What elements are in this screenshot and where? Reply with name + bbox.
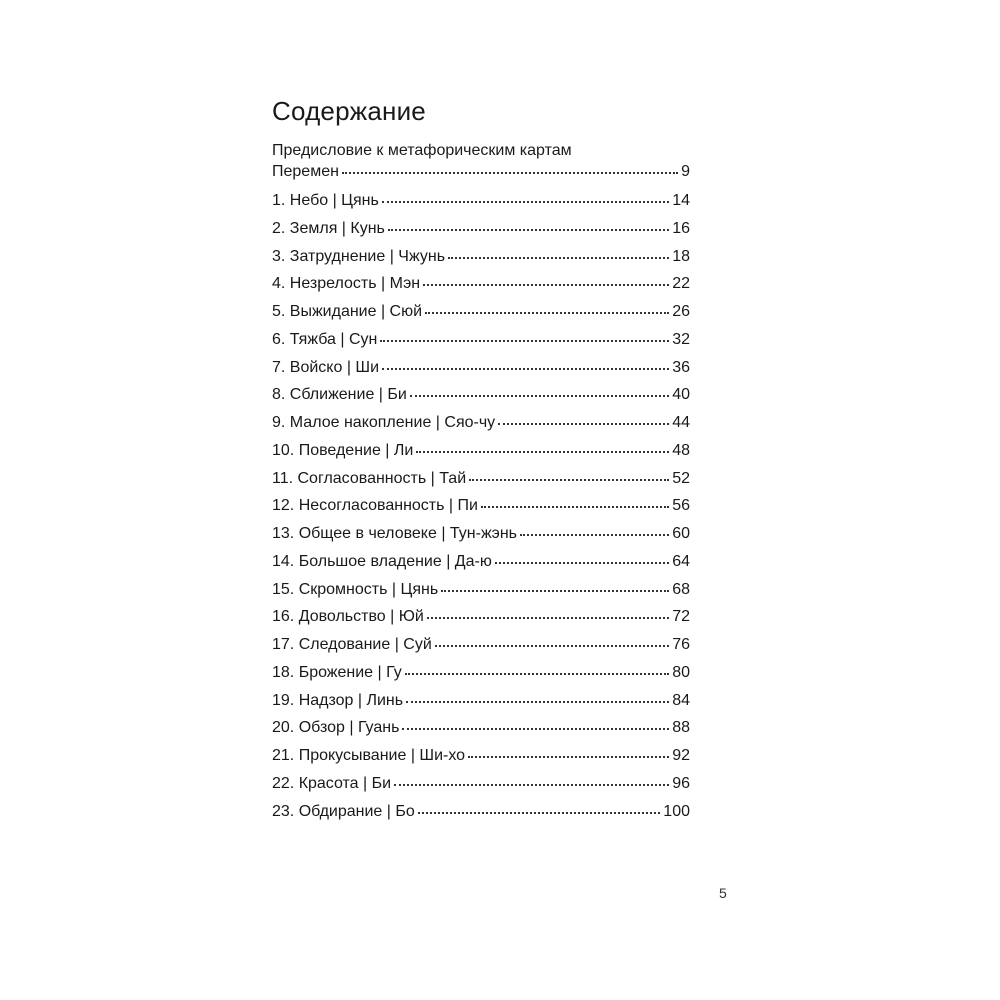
toc-entry-title: 15. Скромность | Цянь [272,580,439,598]
toc-entry-page: 88 [672,719,690,737]
toc-leader-dots [435,639,669,647]
toc-entry-title: 5. Выжидание | Сюй [272,303,423,320]
toc-entry-page: 22 [672,275,690,293]
toc-entry [272,326,690,354]
toc-entry-title: 8. Сближение | Би [272,386,407,404]
toc-leader-dots [394,778,669,786]
toc-entry-title: 20. Обзор | Гуань [272,719,400,737]
toc-leader-dots [406,695,669,703]
toc-entry-title: 14. Большое владение | Да-ю [272,552,492,570]
toc-leader-dots [441,584,669,592]
toc-leader-dots [481,500,669,508]
toc-entry-page: 80 [672,663,690,681]
toc-entry-page: 100 [663,802,690,820]
toc-entry-title: 22. Красота | Би [272,774,392,792]
toc-entry [272,492,690,520]
toc-leader-dots [380,334,669,342]
toc-entry [272,770,690,798]
toc-preface-page: 9 [681,163,690,180]
toc-leader-dots [448,251,669,259]
toc-entry [272,409,690,437]
toc-entry-page: 18 [672,247,690,265]
toc-leader-dots [416,445,669,453]
toc-entry-title: 4. Незрелость | Мэн [272,275,421,293]
toc-leader-dots [382,195,669,203]
toc-leader-dots [418,806,661,814]
toc-preface-entry [272,140,690,180]
toc-preface-row [272,161,690,182]
toc-entry-page: 26 [672,303,690,320]
toc-leader-dots [342,166,678,174]
toc-leader-dots [468,750,669,758]
toc-entry [272,437,690,465]
toc-entry [272,576,690,604]
toc-entry-title: 13. Общее в человеке | Тун-жэнь [272,525,518,542]
toc-entry-title: 17. Следование | Суй [272,636,432,653]
toc-entry-page: 36 [672,358,690,376]
toc-entry-title: 2. Земля | Кунь [272,219,385,237]
toc-entry-title: 19. Надзор | Линь [272,691,404,709]
toc-entry-page: 76 [672,636,690,653]
toc-leader-dots [423,278,669,286]
toc-entry [272,270,690,298]
toc-entry [272,381,690,409]
toc-entry [272,520,690,548]
toc-leader-dots [520,528,669,536]
toc-entry-title: 9. Малое накопление | Сяо-чу [272,414,496,431]
toc-entry-title: 12. Несогласованность | Пи [272,497,478,515]
page-title: Содержание [272,96,426,126]
toc-leader-dots [388,223,669,231]
toc-entry-title: 10. Поведение | Ли [272,441,414,459]
toc-entry [272,603,690,631]
toc-entry [272,659,690,687]
toc-entry-title: 16. Довольство | Юй [272,608,424,626]
toc-leader-dots [427,611,669,619]
toc-entry-title: 1. Небо | Цянь [272,192,379,209]
toc-entry-title: 3. Затруднение | Чжунь [272,247,446,265]
toc-entry-page: 44 [672,414,690,431]
toc-entry [272,742,690,770]
toc-entry [272,243,690,271]
toc-entry [272,465,690,493]
toc-entry-page: 68 [672,580,690,598]
toc-entry-page: 16 [672,219,690,237]
toc-preface-title-line1: Предисловие к метафорическим картам [272,142,572,159]
toc-entry-page: 56 [672,497,690,515]
toc-leader-dots [495,556,669,564]
toc-leader-dots [498,417,669,425]
toc-leader-dots [402,722,669,730]
toc-leader-dots [469,473,669,481]
toc-entry-title: 6. Тяжба | Сун [272,330,378,348]
toc-entry [272,187,690,215]
table-of-contents [272,140,690,825]
toc-entry-page: 64 [672,552,690,570]
toc-entry [272,215,690,243]
toc-entry [272,548,690,576]
toc-leader-dots [405,667,669,675]
toc-entry-page: 14 [672,192,690,209]
toc-entry [272,631,690,659]
toc-entry-page: 60 [672,525,690,542]
toc-entry-title: 21. Прокусывание | Ши-хо [272,747,466,764]
toc-entry-page: 48 [672,441,690,459]
toc-entry-title: 11. Согласованность | Тай [272,469,467,487]
page-number: 5 [719,885,727,901]
toc-entry-page: 96 [672,774,690,792]
toc-entry-page: 84 [672,691,690,709]
toc-entry [272,354,690,382]
toc-entry-title: 18. Брожение | Гу [272,663,402,681]
toc-entries [272,187,690,825]
toc-entry-page: 72 [672,608,690,626]
toc-leader-dots [382,362,669,370]
toc-entry-page: 92 [672,747,690,764]
toc-entry-title: 23. Обдирание | Бо [272,802,415,820]
toc-preface-title-line2: Перемен [272,163,339,180]
toc-entry [272,714,690,742]
toc-entry [272,798,690,826]
toc-entry [272,298,690,326]
toc-entry-page: 32 [672,330,690,348]
toc-entry-page: 52 [672,469,690,487]
toc-entry [272,687,690,715]
toc-leader-dots [425,306,669,314]
toc-entry-title: 7. Войско | Ши [272,358,380,376]
toc-leader-dots [410,389,669,397]
toc-entry-page: 40 [672,386,690,404]
